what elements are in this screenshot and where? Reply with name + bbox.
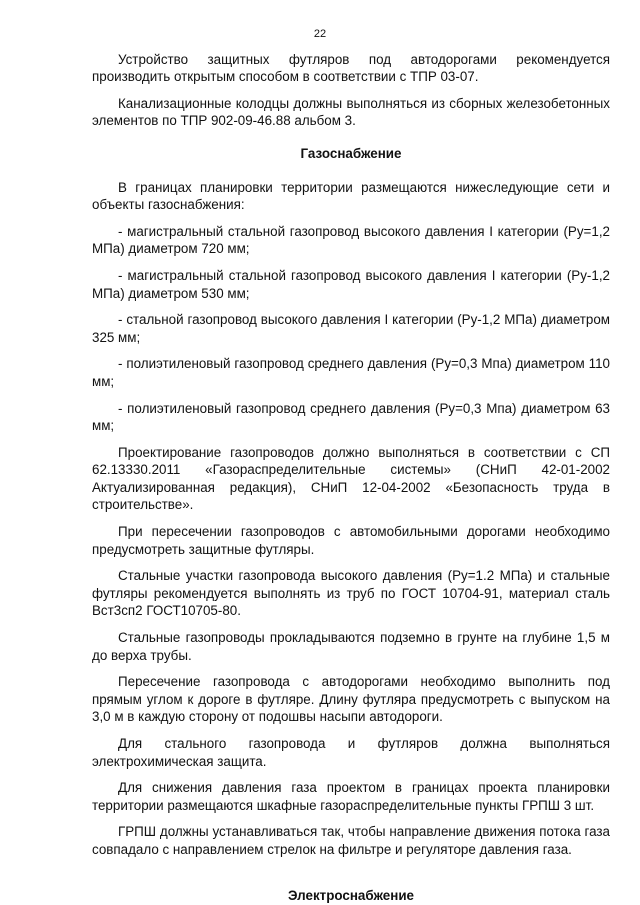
intro-paragraph: Канализационные колодцы должны выполняться из сборных железобетонных элементов по ТПР 902-09-46.88 альбом 3. [92, 95, 610, 129]
gas-list-item: - стальной газопровод высокого давления I категории (Ру-1,2 МПа) диаметром 325 мм; [92, 312, 610, 345]
gas-paragraph: ГРПШ должны устанавливаться так, чтобы направление движения потока газа совпадало с направлением стрелок на фильтре и регуляторе давления газа. [92, 824, 610, 857]
gas-paragraph: Для стального газопровода и футляров должна выполняться электрохимическая защита. [92, 736, 610, 769]
section-title-power: Электроснабжение [287, 887, 415, 903]
intro-paragraph: Устройство защитных футляров под автодорогами рекомендуется производить открытым способом в соответствии с ТПР 03-07. [92, 51, 610, 85]
gas-lead-paragraph: В границах планировки территории размещаются нижеследующие сети и объекты газоснабжения: [92, 179, 610, 213]
gas-list-item: - полиэтиленовый газопровод среднего давления (Ру=0,3 Мпа) диаметром 63 мм; [92, 400, 610, 434]
section-title-gas: Газоснабжение [300, 145, 402, 161]
gas-list-item: - магистральный стальной газопровод высокого давления I категории (Ру-1,2 МПа) диаметром 530 мм; [92, 267, 610, 301]
gas-paragraph: Стальные газопроводы прокладываются подземно в грунте на глубине 1,5 м до верха трубы. [92, 630, 610, 663]
gas-paragraph: При пересечении газопроводов с автомобильными дорогами необходимо предусмотреть защитные футляры. [92, 524, 610, 557]
gas-paragraph: Пересечение газопровода с автодорогами необходимо выполнить под прямым углом к дороге в футляре. Длину футляра предусмотреть с выпуском на 3,0 м в каждую сторону от подошвы насыпи автодороги. [92, 674, 610, 725]
gas-paragraph: Стальные участки газопровода высокого давления (Ру=1.2 МПа) и стальные футляры рекомендуется выполнять из труб по ГОСТ 10704-91, материал сталь Вст3сп2 ГОСТ10705-80. [92, 568, 610, 619]
gas-paragraph: Для снижения давления газа проектом в границах проекта планировки территории размещаются шкафные газораспределительные пункты ГРПШ 3 шт. [92, 780, 610, 813]
page-number: 22 [313, 28, 327, 40]
gas-paragraph: Проектирование газопроводов должно выполняться в соответствии с СП 62.13330.2011 «Газораспределительные системы» (СНиП 42-01-2002 Актуализированная редакция), СНиП 12-04-2002 «Безопасность труда в строительстве». [92, 444, 610, 513]
gas-list-item: - магистральный стальной газопровод высокого давления I категории (Ру=1,2 МПа) диаметром 720 мм; [92, 223, 610, 257]
gas-list-item: - полиэтиленовый газопровод среднего давления (Ру=0,3 Мпа) диаметром 110 мм; [92, 356, 610, 389]
